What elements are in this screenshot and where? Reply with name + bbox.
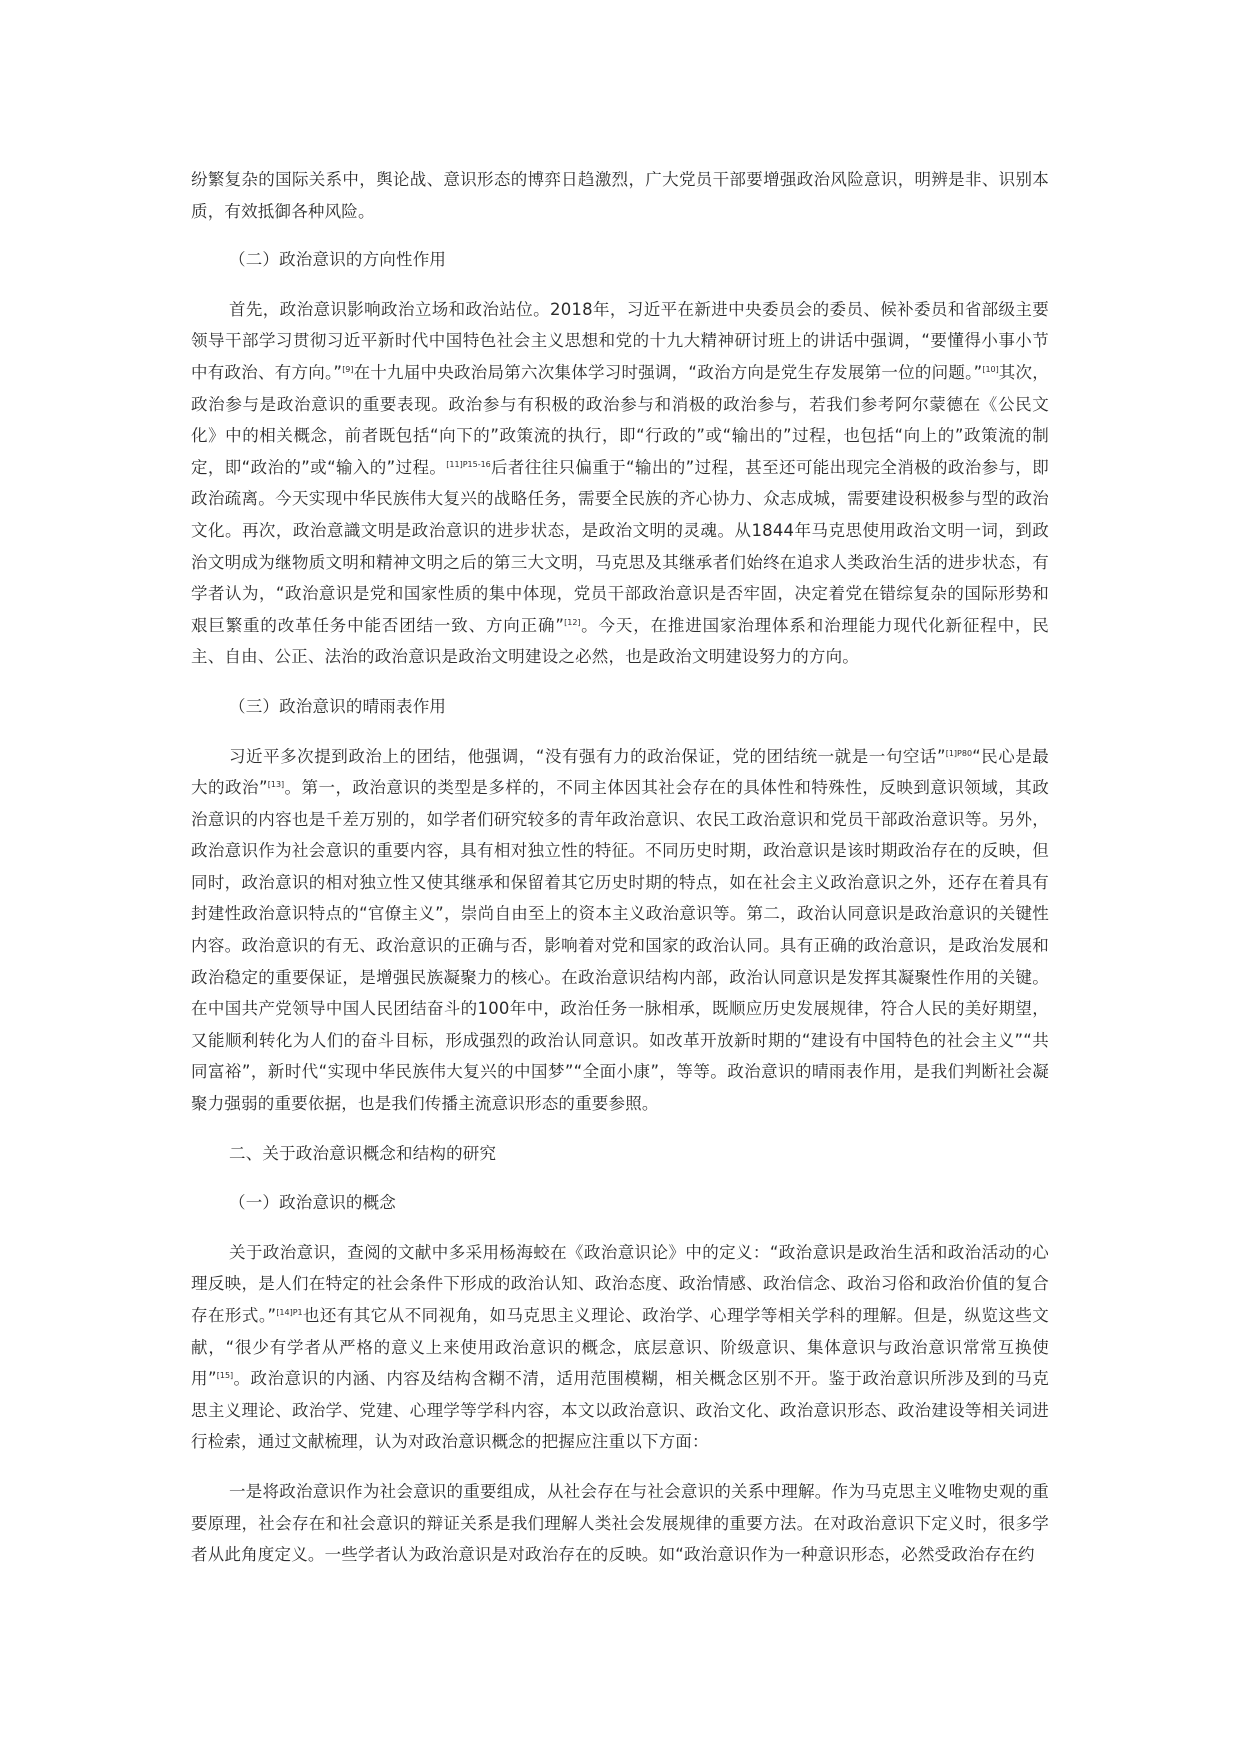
body-paragraph: [191, 164, 1049, 227]
text-run: 纷繁复杂的国际关系中，舆论战、意识形态的博弈日趋激烈，广大党员干部要增强政治风险意识，明辨是非、识别本质，有效抵御各种风险。: [191, 170, 1049, 221]
text-run: 关于政治意识，查阅的文献中多采用杨海蛟在《政治意识论》中的定义：“政治意识是政治生活和政治活动的心理反映，是人们在特定的社会条件下形成的政治认知、政治态度、政治情感、政治信念、政治习俗和政治价值的复合存在形式。”: [191, 1242, 1049, 1325]
body-paragraph: [191, 294, 1049, 673]
section-heading: [191, 691, 1049, 723]
text-run: 首先，政治意识影响政治立场和政治站位。2018年，习近平在新进中央委员会的委员、候补委员和省部级主要领导干部学习贯彻习近平新时代中国特色社会主义思想和党的十九大精神研讨班上的讲话中强调，“要懂得小事小节中有政治、有方向。”: [191, 299, 1049, 382]
citation-ref: [12]: [564, 617, 581, 627]
citation-ref: [14]P1: [276, 1308, 303, 1317]
citation-ref: [11]P15-16: [446, 459, 491, 469]
text-run: 一是将政治意识作为社会意识的重要组成，从社会存在与社会意识的关系中理解。作为马克思主义唯物史观的重要原理，社会存在和社会意识的辩证关系是我们理解人类社会发展规律的重要方法。在对政治意识下定义时，很多学者从此角度定义。一些学者认为政治意识是对政治存在的反映。如“政治意识作为一种意识形态，必然受政治存在约: [191, 1481, 1049, 1565]
section-heading: [191, 1187, 1049, 1219]
section-heading: [191, 1138, 1049, 1170]
article-body: [191, 164, 1049, 1589]
citation-ref: [1]P80: [945, 748, 973, 758]
text-run: （一）政治意识的概念: [229, 1193, 396, 1213]
text-run: （三）政治意识的晴雨表作用: [229, 696, 447, 716]
text-run: 后者往往只偏重于“输出的”过程，甚至还可能出现完全消极的政治参与，即政治疏离。今天实现中华民族伟大复兴的战略任务，需要全民族的齐心协力、众志成城，需要建设积极参与型的政治文化。再次，政治意識文明是政治意识的进步状态，是政治文明的灵魂。从1844年马克思使用政治文明一词，到政治文明成为继物质文明和精神文明之后的第三大文明，马克思及其继承者们始终在追求人类政治生活的进步状态，有学者认为，“政治意识是党和国家性质的集中体现，党员干部政治意识是否牢固，决定着党在错综复杂的国际形势和艰巨繁重的改革任务中能否团结一致、方向正确”: [191, 457, 1049, 635]
body-paragraph: [191, 1237, 1049, 1458]
section-heading: [191, 244, 1049, 276]
citation-ref: [10]: [982, 364, 999, 374]
text-run: 。第一，政治意识的类型是多样的，不同主体因其社会存在的具体性和特殊性，反映到意识领域，其政治意识的内容也是千差万别的，如学者们研究较多的青年政治意识、农民工政治意识和党员干部政治意识等。另外，政治意识作为社会意识的重要内容，具有相对独立性的特征。不同历史时期，政治意识是该时期政治存在的反映，但同时，政治意识的相对独立性又使其继承和保留着其它历史时期的特点，如在社会主义政治意识之外，还存在着具有封建性政治意识特点的“官僚主义”，崇尚自由至上的资本主义政治意识等。第二，政治认同意识是政治意识的关键性内容。政治意识的有无、政治意识的正确与否，影响着对党和国家的政治认同。具有正确的政治意识，是政治发展和政治稳定的重要保证，是增强民族凝聚力的核心。在政治意识结构内部，政治认同意识是发挥其凝聚性作用的关键。在中国共产党领导中国人民团结奋斗的100年中，政治任务一脉相承，既顺应历史发展规律，符合人民的美好期望，又能顺利转化为人们的奋斗目标，形成强烈的政治认同意识。如改革开放新时期的“建设有中国特色的社会主义”“共同富裕”，新时代“实现中华民族伟大复兴的中国梦”“全面小康”，等等。政治意识的晴雨表作用，是我们判断社会凝聚力强弱的重要依据，也是我们传播主流意识形态的重要参照。: [191, 778, 1049, 1114]
text-run: “民心是最大的政治”: [191, 746, 1049, 798]
text-run: 二、关于政治意识概念和结构的研究: [229, 1143, 497, 1163]
text-run: 。政治意识的内涵、内容及结构含糊不清，适用范围模糊，相关概念区别不开。鉴于政治意识所涉及到的马克思主义理论、政治学、党建、心理学等学科内容，本文以政治意识、政治文化、政治意识形态、政治建设等相关词进行检索，通过文献梳理，认为对政治意识概念的把握应注重以下方面：: [191, 1369, 1049, 1452]
text-run: 习近平多次提到政治上的团结，他强调，“没有强有力的政治保证，党的团结统一就是一句空话”: [229, 746, 946, 766]
text-run: 在十九届中央政治局第六次集体学习时强调，“政治方向是党生存发展第一位的问题。”: [353, 362, 983, 382]
text-run: 也还有其它从不同视角，如马克思主义理论、政治学、心理学等相关学科的理解。但是，纵览这些文献，“很少有学者从严格的意义上来使用政治意识的概念，底层意识、阶级意识、集体意识与政治意识常常互换使用”: [191, 1306, 1049, 1389]
text-run: 。今天，在推进国家治理体系和治理能力现代化新征程中，民主、自由、公正、法治的政治意识是政治文明建设之必然，也是政治文明建设努力的方向。: [191, 615, 1049, 667]
citation-ref: [15]: [216, 1371, 234, 1381]
text-run: （二）政治意识的方向性作用: [229, 250, 447, 270]
text-run: 其次，政治参与是政治意识的重要表现。政治参与有积极的政治参与和消极的政治参与，若我们参考阿尔蒙德在《公民文化》中的相关概念，前者既包括“向下的”政策流的执行，即“行政的”或“输出的”过程，也包括“向上的”政策流的制定，即“政治的”或“输入的”过程。: [191, 362, 1049, 477]
body-paragraph: [191, 741, 1049, 1120]
citation-ref: [13]: [267, 780, 285, 790]
body-paragraph: [191, 1476, 1049, 1571]
citation-ref: [9]: [342, 364, 354, 374]
